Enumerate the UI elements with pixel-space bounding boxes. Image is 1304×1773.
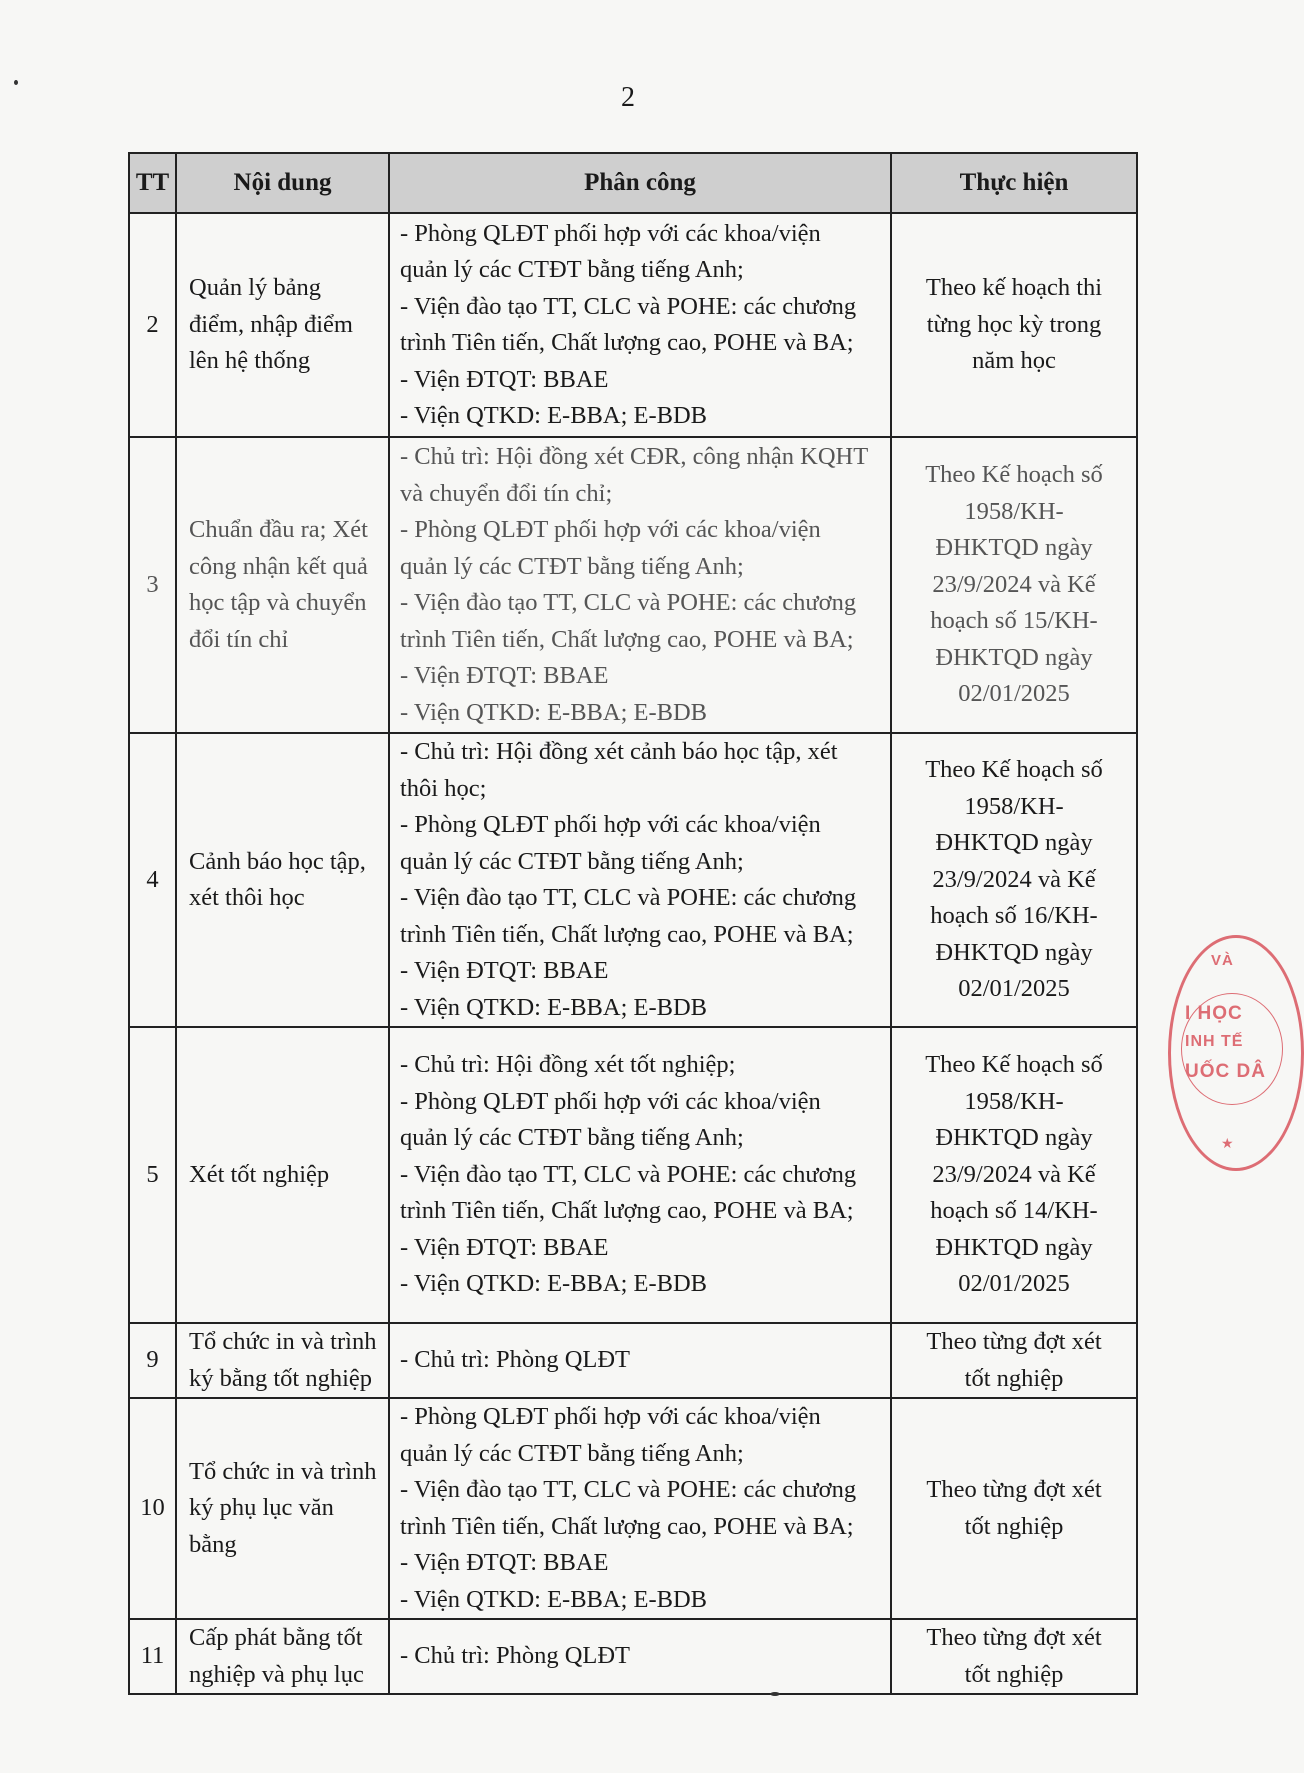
assignment-line: - Viện QTKD: E-BBA; E-BDB [400, 993, 708, 1021]
assignment-line: - Viện ĐTQT: BBAE [400, 1233, 609, 1261]
assignment-line: - Viện ĐTQT: BBAE [400, 662, 609, 689]
implementation-line: ĐHKTQD ngày [935, 829, 1093, 857]
assignment-line: - Chủ trì: Phòng QLĐT [400, 1642, 631, 1670]
content-line: Tổ chức in và trình [189, 1457, 377, 1485]
official-red-stamp [1168, 935, 1304, 1171]
implementation-line: năm học [972, 347, 1056, 375]
scan-speck [770, 1692, 780, 1696]
implementation-line: 1958/KH- [964, 1087, 1064, 1115]
assignment-line: - Chủ trì: Hội đồng xét tốt nghiệp; [400, 1051, 736, 1079]
content-line: Cấp phát bằng tốt [189, 1624, 363, 1651]
row-number: 11 [140, 1642, 165, 1670]
assignment-line: - Phòng QLĐT phối hợp với các khoa/viện [400, 219, 821, 247]
assignment-line: quản lý các CTĐT bằng tiếng Anh; [400, 1439, 744, 1467]
implementation-line: ĐHKTQD ngày [935, 1233, 1093, 1261]
implementation-line: Theo Kế hoạch số [925, 461, 1103, 489]
row-number: 9 [146, 1346, 159, 1374]
stamp-text: VÀ [1211, 952, 1234, 969]
content-line: đổi tín chỉ [189, 625, 289, 653]
header-phan-cong: Phân công [389, 153, 891, 213]
content-line: Cảnh báo học tập, [189, 847, 366, 875]
implementation-line: từng học kỳ trong [926, 310, 1102, 338]
implementation-line: Theo từng đợt xét [926, 1328, 1102, 1355]
implementation-line: Theo kế hoạch thi [925, 274, 1103, 302]
content-line: điểm, nhập điểm [189, 310, 353, 338]
content-line: Quản lý bảng [189, 274, 321, 302]
implementation-line: tốt nghiệp [964, 1364, 1064, 1392]
assignment-cell [389, 733, 891, 1027]
assignment-table [128, 152, 1138, 1695]
implementation-line: Theo từng đợt xét [926, 1476, 1102, 1503]
assignment-line: trình Tiên tiến, Chất lượng cao, POHE và BA; [400, 1512, 854, 1540]
assignment-line: - Viện ĐTQT: BBAE [400, 957, 609, 984]
assignment-line: - Chủ trì: Hội đồng xét CĐR, công nhận KQHT [400, 443, 869, 470]
assignment-line: quản lý các CTĐT bằng tiếng Anh; [400, 847, 744, 875]
implementation-line: 23/9/2024 và Kế [932, 865, 1096, 893]
assignment-line: - Viện QTKD: E-BBA; E-BDB [400, 698, 708, 726]
table-row [129, 1398, 1137, 1619]
implementation-line: tốt nghiệp [964, 1660, 1064, 1688]
stamp-text: I HỌC [1185, 1003, 1243, 1024]
implementation-line: ĐHKTQD ngày [935, 534, 1093, 562]
content-line: công nhận kết quả [189, 552, 368, 580]
row-number-cell [129, 1619, 176, 1694]
stamp-text: UỐC DÂ [1185, 1061, 1266, 1082]
implementation-line: hoạch số 16/KH- [930, 902, 1098, 930]
implementation-line: 02/01/2025 [958, 1270, 1070, 1298]
table-header-row [129, 153, 1137, 213]
content-line: bằng [189, 1530, 237, 1558]
implementation-line: ĐHKTQD ngày [935, 1124, 1093, 1152]
implementation-line: 1958/KH- [964, 497, 1064, 525]
row-number-cell [129, 1398, 176, 1619]
content-cell [176, 733, 389, 1027]
implementation-line: Theo Kế hoạch số [925, 756, 1103, 784]
row-number: 3 [146, 570, 159, 598]
implementation-line: hoạch số 14/KH- [930, 1197, 1098, 1225]
implementation-line: ĐHKTQD ngày [935, 643, 1093, 671]
implementation-line: Theo từng đợt xét [926, 1624, 1102, 1651]
content-line: Chuẩn đầu ra; Xét [189, 516, 368, 543]
assignment-line: - Viện đào tạo TT, CLC và POHE: các chương [400, 292, 857, 320]
content-line: xét thôi học [189, 884, 305, 911]
assignment-line: - Viện ĐTQT: BBAE [400, 1549, 609, 1576]
content-cell [176, 437, 389, 733]
assignment-line: quản lý các CTĐT bằng tiếng Anh; [400, 552, 744, 580]
scan-speck [14, 80, 18, 85]
assignment-line: quản lý các CTĐT bằng tiếng Anh; [400, 1124, 744, 1152]
implementation-line: 1958/KH- [964, 792, 1064, 820]
header-tt: TT [129, 153, 176, 213]
assignment-line: trình Tiên tiến, Chất lượng cao, POHE và BA; [400, 329, 854, 356]
header-thuc-hien: Thực hiện [891, 153, 1137, 213]
implementation-cell [891, 733, 1137, 1027]
table-row [129, 733, 1137, 1027]
row-number-cell [129, 1027, 176, 1323]
row-number: 4 [146, 865, 159, 893]
table-row [129, 437, 1137, 733]
implementation-cell [891, 213, 1137, 437]
table-row [129, 1027, 1137, 1323]
table-row [129, 1323, 1137, 1398]
assignment-line: trình Tiên tiến, Chất lượng cao, POHE và BA; [400, 920, 854, 948]
assignment-line: - Viện đào tạo TT, CLC và POHE: các chương [400, 884, 857, 911]
assignment-line: trình Tiên tiến, Chất lượng cao, POHE và BA; [400, 1197, 854, 1225]
assignment-line: - Viện đào tạo TT, CLC và POHE: các chương [400, 1476, 857, 1503]
content-line: Tổ chức in và trình [189, 1328, 377, 1355]
content-cell [176, 1398, 389, 1619]
row-number-cell [129, 213, 176, 437]
row-number-cell [129, 1323, 176, 1398]
content-line: học tập và chuyển [189, 589, 367, 616]
assignment-line: trình Tiên tiến, Chất lượng cao, POHE và BA; [400, 625, 854, 653]
page-number: 2 [621, 82, 635, 113]
implementation-cell [891, 1619, 1137, 1694]
assignment-cell [389, 437, 891, 733]
content-line: nghiệp và phụ lục [189, 1660, 364, 1688]
header-noi-dung: Nội dung [176, 153, 389, 213]
implementation-line: 23/9/2024 và Kế [932, 1160, 1096, 1188]
assignment-line: quản lý các CTĐT bằng tiếng Anh; [400, 256, 744, 283]
assignment-line: thôi học; [400, 774, 487, 802]
implementation-cell [891, 437, 1137, 733]
row-number: 10 [140, 1494, 165, 1522]
implementation-line: ĐHKTQD ngày [935, 938, 1093, 966]
row-number-cell [129, 437, 176, 733]
assignment-line: - Chủ trì: Hội đồng xét cảnh báo học tập, xét [400, 738, 838, 765]
row-number-cell [129, 733, 176, 1027]
row-number: 5 [146, 1160, 159, 1188]
assignment-cell [389, 1027, 891, 1323]
content-line: Xét tốt nghiệp [189, 1160, 330, 1188]
implementation-line: hoạch số 15/KH- [930, 607, 1098, 635]
assignment-line: - Viện QTKD: E-BBA; E-BDB [400, 402, 708, 429]
row-number: 2 [146, 310, 159, 338]
assignment-cell [389, 213, 891, 437]
assignment-cell [389, 1619, 891, 1694]
content-cell [176, 1027, 389, 1323]
content-line: lên hệ thống [189, 347, 311, 375]
stamp-text: INH TẾ [1185, 1033, 1244, 1050]
implementation-line: tốt nghiệp [964, 1512, 1064, 1540]
assignment-line: - Phòng QLĐT phối hợp với các khoa/viện [400, 1403, 821, 1430]
content-cell [176, 1619, 389, 1694]
assignment-cell [389, 1323, 891, 1398]
content-cell [176, 1323, 389, 1398]
assignment-line: - Viện đào tạo TT, CLC và POHE: các chương [400, 1160, 857, 1188]
implementation-line: 02/01/2025 [958, 680, 1070, 708]
implementation-cell [891, 1323, 1137, 1398]
implementation-line: 02/01/2025 [958, 975, 1070, 1003]
stamp-star-icon: ★ [1221, 1137, 1234, 1152]
assignment-line: - Viện ĐTQT: BBAE [400, 365, 609, 393]
content-cell [176, 213, 389, 437]
implementation-line: 23/9/2024 và Kế [932, 570, 1096, 598]
table-row [129, 1619, 1137, 1694]
assignment-line: - Phòng QLĐT phối hợp với các khoa/viện [400, 811, 821, 838]
implementation-cell [891, 1398, 1137, 1619]
implementation-line: Theo Kế hoạch số [925, 1051, 1103, 1079]
assignment-cell [389, 1398, 891, 1619]
content-line: ký bằng tốt nghiệp [189, 1364, 373, 1392]
implementation-cell [891, 1027, 1137, 1323]
table-row [129, 213, 1137, 437]
content-line: ký phụ lục văn [189, 1494, 334, 1522]
assignment-line: - Phòng QLĐT phối hợp với các khoa/viện [400, 1087, 821, 1115]
assignment-line: - Viện QTKD: E-BBA; E-BDB [400, 1585, 708, 1613]
assignment-line: - Chủ trì: Phòng QLĐT [400, 1346, 631, 1374]
assignment-line: - Viện đào tạo TT, CLC và POHE: các chương [400, 589, 857, 616]
assignment-line: - Phòng QLĐT phối hợp với các khoa/viện [400, 516, 821, 543]
assignment-line: và chuyển đổi tín chỉ; [400, 479, 613, 507]
assignment-line: - Viện QTKD: E-BBA; E-BDB [400, 1270, 708, 1298]
